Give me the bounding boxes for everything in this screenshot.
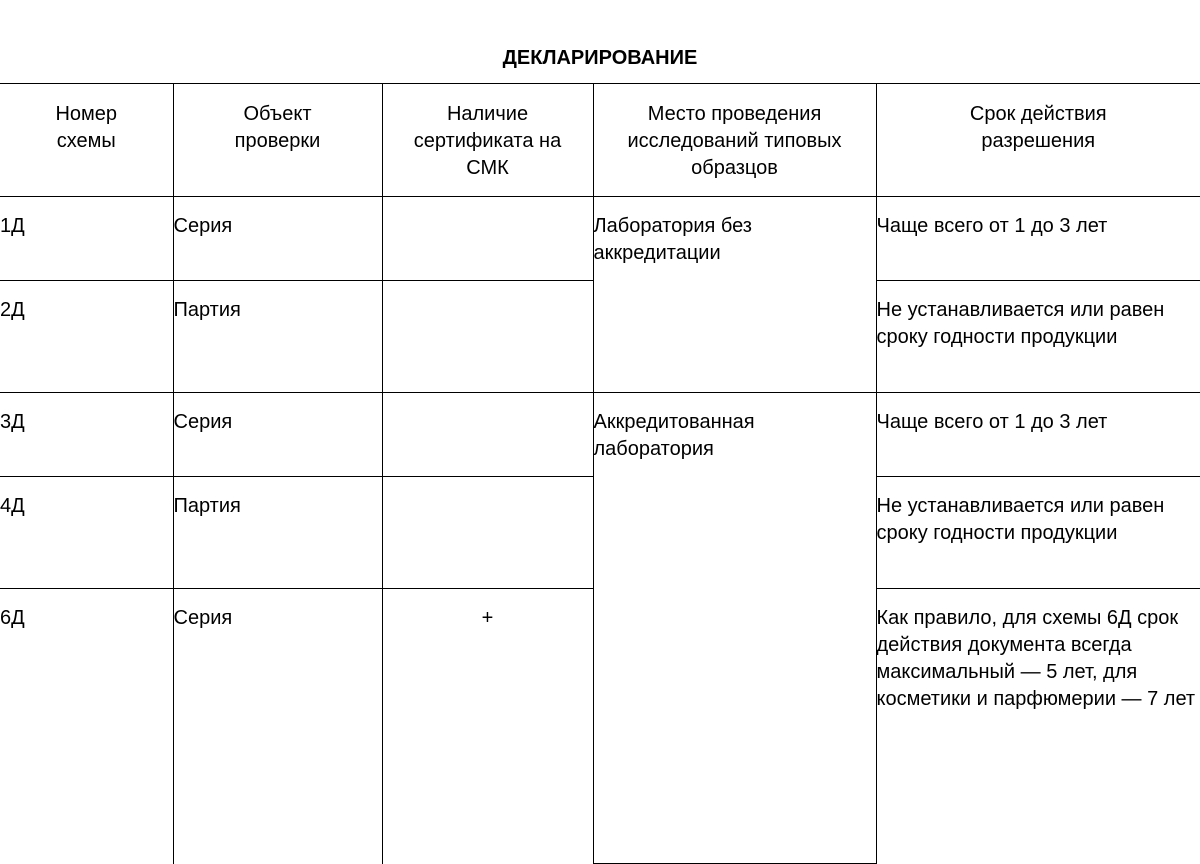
validity-cell: Чаще всего от 1 до 3 лет — [876, 393, 1200, 477]
table-row — [0, 393, 1200, 477]
test-location-cell: Лаборатория без аккредитации — [593, 197, 876, 393]
validity-cell: Не устанавливается или равен сроку годности продукции — [876, 477, 1200, 589]
declaration-table — [0, 83, 1200, 864]
validity-cell: Не устанавливается или равен сроку годности продукции — [876, 281, 1200, 393]
check-object-cell: Серия — [173, 197, 382, 281]
scheme-number-cell: 2Д — [0, 281, 173, 393]
validity-cell: Как правило, для схемы 6Д срок действия документа всегда максимальный — 5 лет, для косметики и парфюмерии — 7 лет — [876, 589, 1200, 864]
certificate-cell — [382, 281, 593, 393]
header-cms-certificate: Наличие сертификата на СМК — [382, 84, 593, 197]
certificate-cell — [382, 393, 593, 477]
certificate-cell — [382, 477, 593, 589]
test-location-cell: Аккредитованная лаборатория — [593, 393, 876, 864]
scheme-number-cell: 3Д — [0, 393, 173, 477]
header-test-location: Место проведения исследований типовых образцов — [593, 84, 876, 197]
check-object-cell: Партия — [173, 281, 382, 393]
scheme-number-cell: 6Д — [0, 589, 173, 864]
header-validity: Срок действия разрешения — [876, 84, 1200, 197]
scheme-number-cell: 1Д — [0, 197, 173, 281]
header-check-object: Объект проверки — [173, 84, 382, 197]
header-scheme-number: Номер схемы — [0, 84, 173, 197]
table-header-row — [0, 84, 1200, 197]
check-object-cell: Серия — [173, 393, 382, 477]
page-title: ДЕКЛАРИРОВАНИЕ — [502, 47, 698, 69]
check-object-cell: Серия — [173, 589, 382, 864]
check-object-cell: Партия — [173, 477, 382, 589]
certificate-cell — [382, 197, 593, 281]
scheme-number-cell: 4Д — [0, 477, 173, 589]
certificate-cell: + — [382, 589, 593, 864]
validity-cell: Чаще всего от 1 до 3 лет — [876, 197, 1200, 281]
table-row — [0, 197, 1200, 281]
